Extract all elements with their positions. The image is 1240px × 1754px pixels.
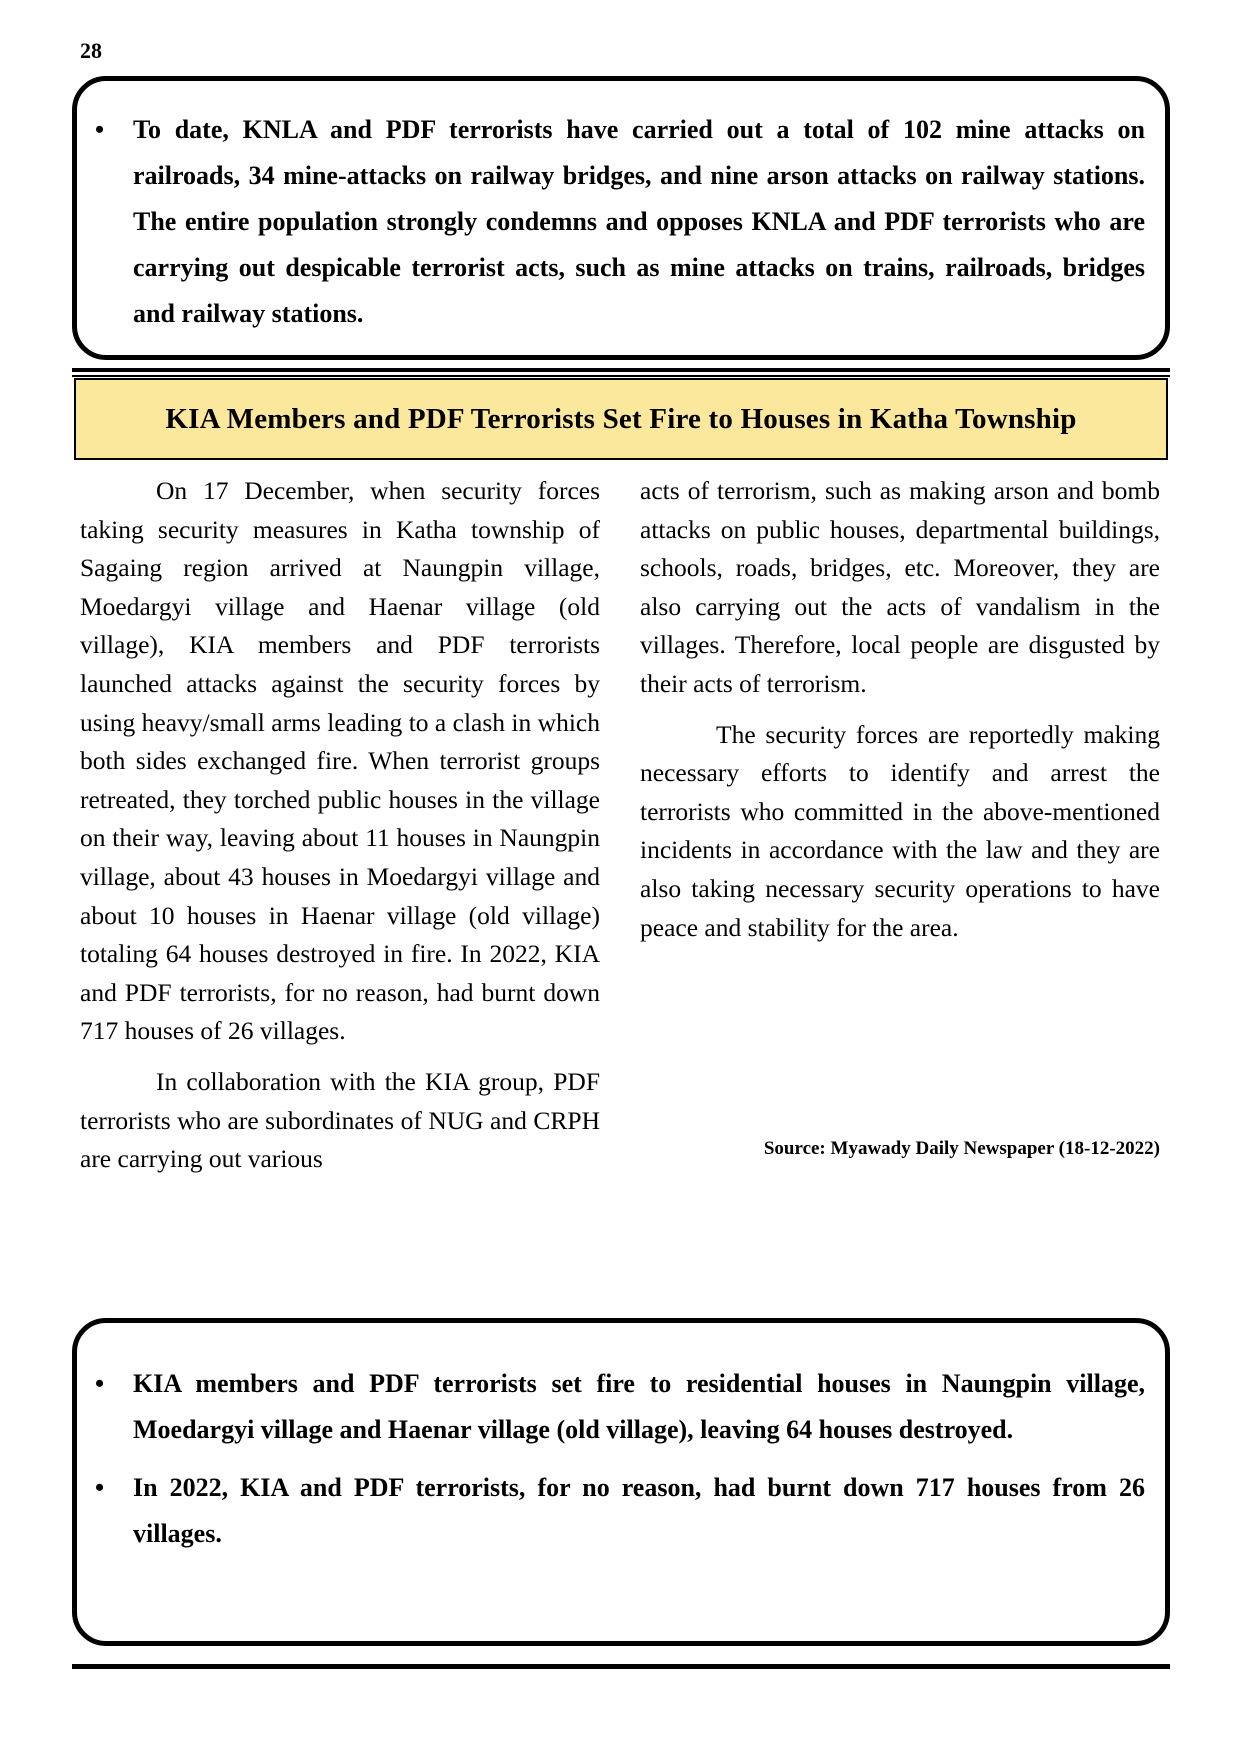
summary-item-text: To date, KNLA and PDF terrorists have carried out a total of 102 mine attacks on railroads, 34 mine-attacks on railway bridges, and nine arson attacks on railway stations. The entire population strongly condemns and opposes KNLA and PDF terrorists who are carrying out despicable terrorist acts, such as mine attacks on trains, railroads, bridges and railway stations. — [133, 115, 1145, 328]
summary-item — [77, 107, 1165, 337]
article-paragraph: acts of terrorism, such as making arson and bomb attacks on public houses, departmental buildings, schools, roads, bridges, etc. Moreover, they are also carrying out the acts of vandalism in the villages. Therefore, local people are disgusted by their acts of terrorism. — [640, 476, 1160, 698]
summary-item — [77, 1361, 1165, 1453]
article-paragraph: On 17 December, when security forces taking security measures in Katha township of Sagaing region arrived at Naungpin village, Moedargyi village and Haenar village (old village), KIA members and PDF terrorists launched attacks against the security forces by using heavy/small arms leading to a clash in which both sides exchanged fire. When terrorist groups retreated, they torched public houses in the village on their way, leaving about 11 houses in Naungpin village, about 43 houses in Moedargyi village and about 10 houses in Haenar village (old village) totaling 64 houses destroyed in fire. In 2022, KIA and PDF terrorists, for no reason, had burnt down 717 houses of 26 villages. — [80, 476, 600, 1046]
article-column-right — [640, 472, 1160, 959]
article-headline: KIA Members and PDF Terrorists Set Fire to Houses in Katha Township — [165, 402, 1077, 435]
bullet-icon: • — [95, 1473, 105, 1502]
summary-item — [77, 1465, 1165, 1557]
summary-item-text: In 2022, KIA and PDF terrorists, for no reason, had burnt down 717 houses from 26 villages. — [133, 1473, 1145, 1548]
article-paragraph: The security forces are reportedly making necessary efforts to identify and arrest the terrorists who committed in the above-mentioned incidents in accordance with the law and they are also taking necessary security operations to have peace and stability for the area. — [640, 719, 1160, 942]
divider-rule-thin — [72, 375, 1170, 377]
article-source: Source: Myawady Daily Newspaper (18-12-2022) — [763, 1138, 1160, 1159]
article-column-left — [80, 472, 600, 1191]
summary-list-top — [77, 107, 1165, 337]
summary-list-bottom — [77, 1361, 1165, 1557]
bullet-icon: • — [95, 115, 105, 144]
divider-rule-bottom — [72, 1664, 1170, 1669]
summary-item-text: KIA members and PDF terrorists set fire to residential houses in Naungpin village, Moedargyi village and Haenar village (old village), leaving 64 houses destroyed. — [133, 1369, 1145, 1444]
bullet-icon: • — [95, 1369, 105, 1398]
divider-rule — [72, 368, 1170, 372]
page-number: 28 — [80, 38, 102, 63]
summary-callout-bottom — [72, 1318, 1170, 1646]
summary-callout-top — [72, 76, 1170, 360]
article-headline-banner — [74, 378, 1168, 460]
article-paragraph: In collaboration with the KIA group, PDF terrorists who are subordinates of NUG and CRPH are carrying out various — [80, 1066, 600, 1174]
